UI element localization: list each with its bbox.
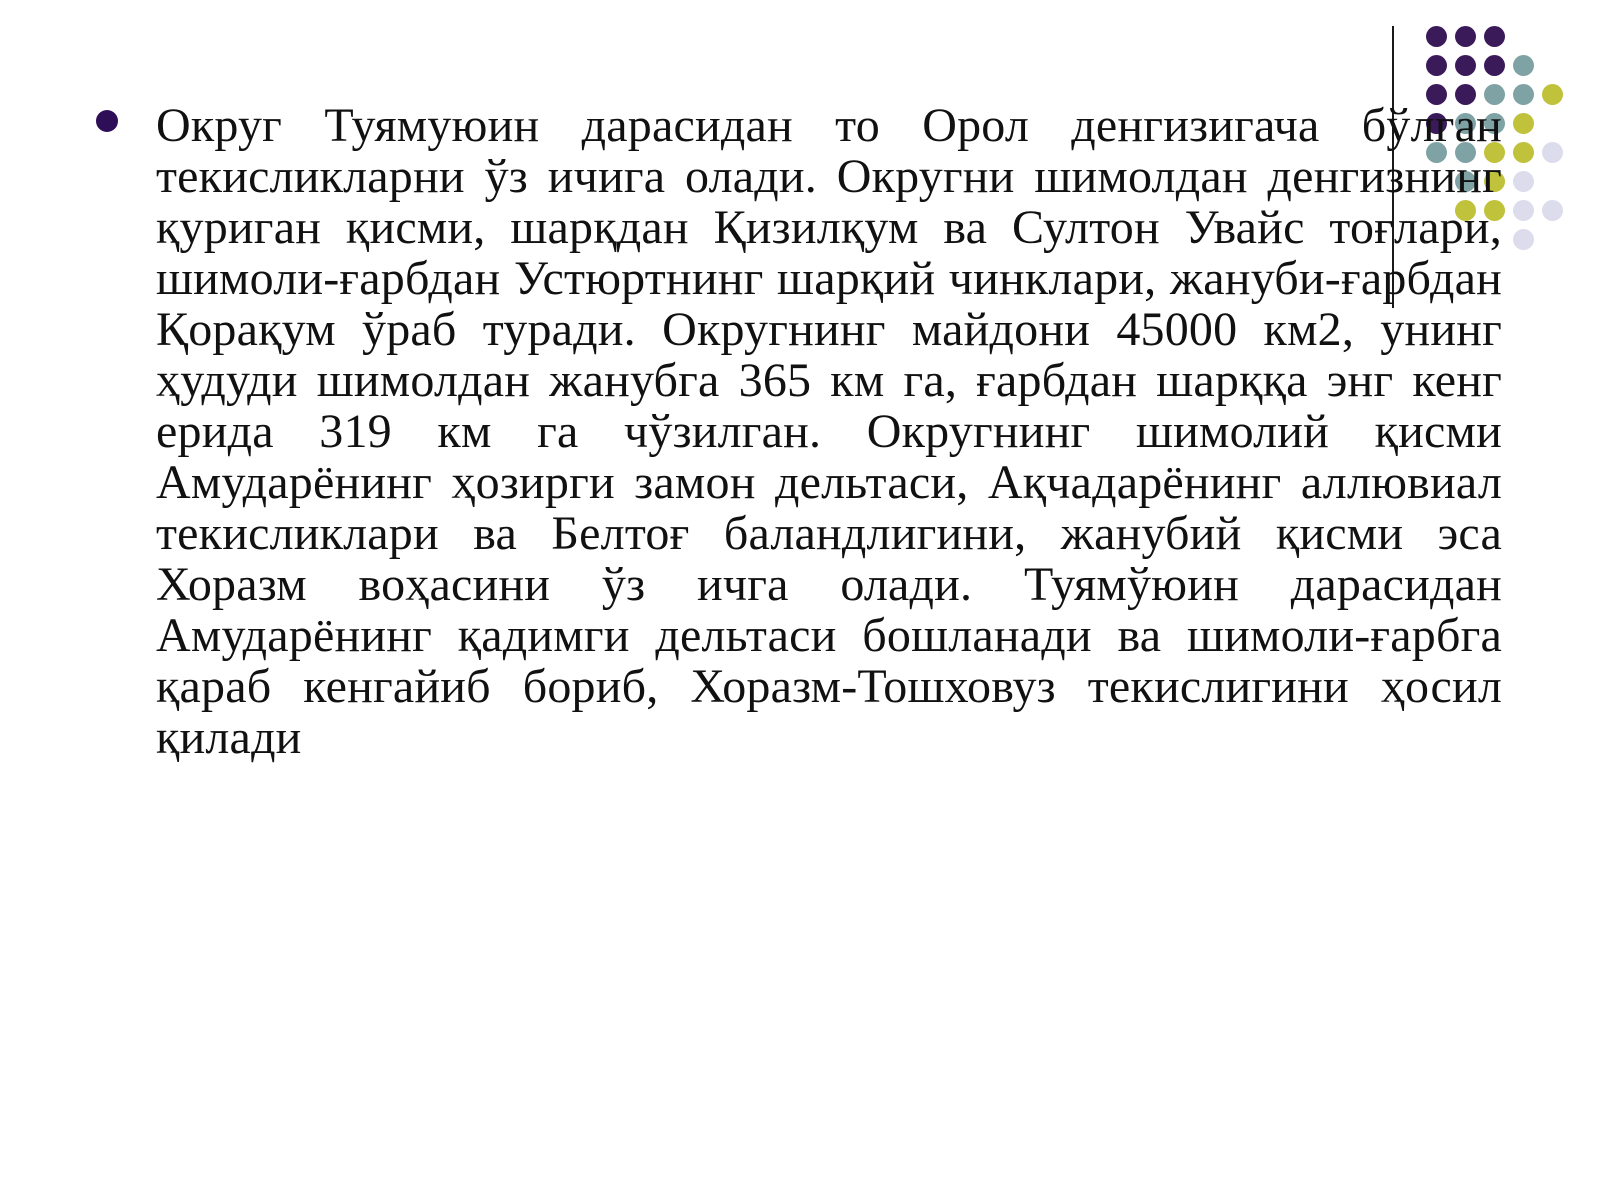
decorative-dot-icon <box>1484 55 1505 76</box>
decorative-dot-icon <box>1513 55 1534 76</box>
decorative-dot-icon <box>1455 55 1476 76</box>
body-paragraph: Округ Туямуюин дарасидан то Орол денгизигача бўлган текисликларни ўз ичига олади. Округни шимолдан денгизнинг қуриган қисми, шарқдан Қизилқум ва Султон Увайс тоғлари, шимоли-ғарбдан Устюртнинг шарқий чинклари, жануби-ғарбдан Қорақум ўраб туради. Округнинг майдони 45000 км2, унинг ҳудуди шимолдан жанубга 365 км га, ғарбдан шарққа энг кенг ерида 319 км га чўзилган. Округнинг шимолий қисми Амударёнинг ҳозирги замон дельтаси, Ақчадарёнинг аллювиал текисликлари ва Белтоғ баландлигини, жанубий қисми эса Хоразм воҳасини ўз ичга олади. Туямўюин дарасидан Амударёнинг қадимги дельтаси бошланади ва шимоли-ғарбга қараб кенгайиб бориб, Хоразм-Тошховуз текислигини ҳосил қилади <box>156 99 1502 764</box>
decorative-dot-icon <box>1513 229 1534 250</box>
decorative-dot-icon <box>1542 142 1563 163</box>
bullet-icon <box>96 110 118 132</box>
decorative-dot-icon <box>1542 200 1563 221</box>
decorative-dot-icon <box>1426 55 1447 76</box>
decorative-dot-icon <box>1513 171 1534 192</box>
decorative-dot-icon <box>1484 26 1505 47</box>
decorative-dot-icon <box>1513 142 1534 163</box>
decorative-dot-icon <box>1513 113 1534 134</box>
decorative-dot-icon <box>1426 26 1447 47</box>
decorative-dot-icon <box>1455 26 1476 47</box>
decorative-dot-icon <box>1513 84 1534 105</box>
decorative-dot-icon <box>1542 84 1563 105</box>
decorative-dot-icon <box>1513 200 1534 221</box>
